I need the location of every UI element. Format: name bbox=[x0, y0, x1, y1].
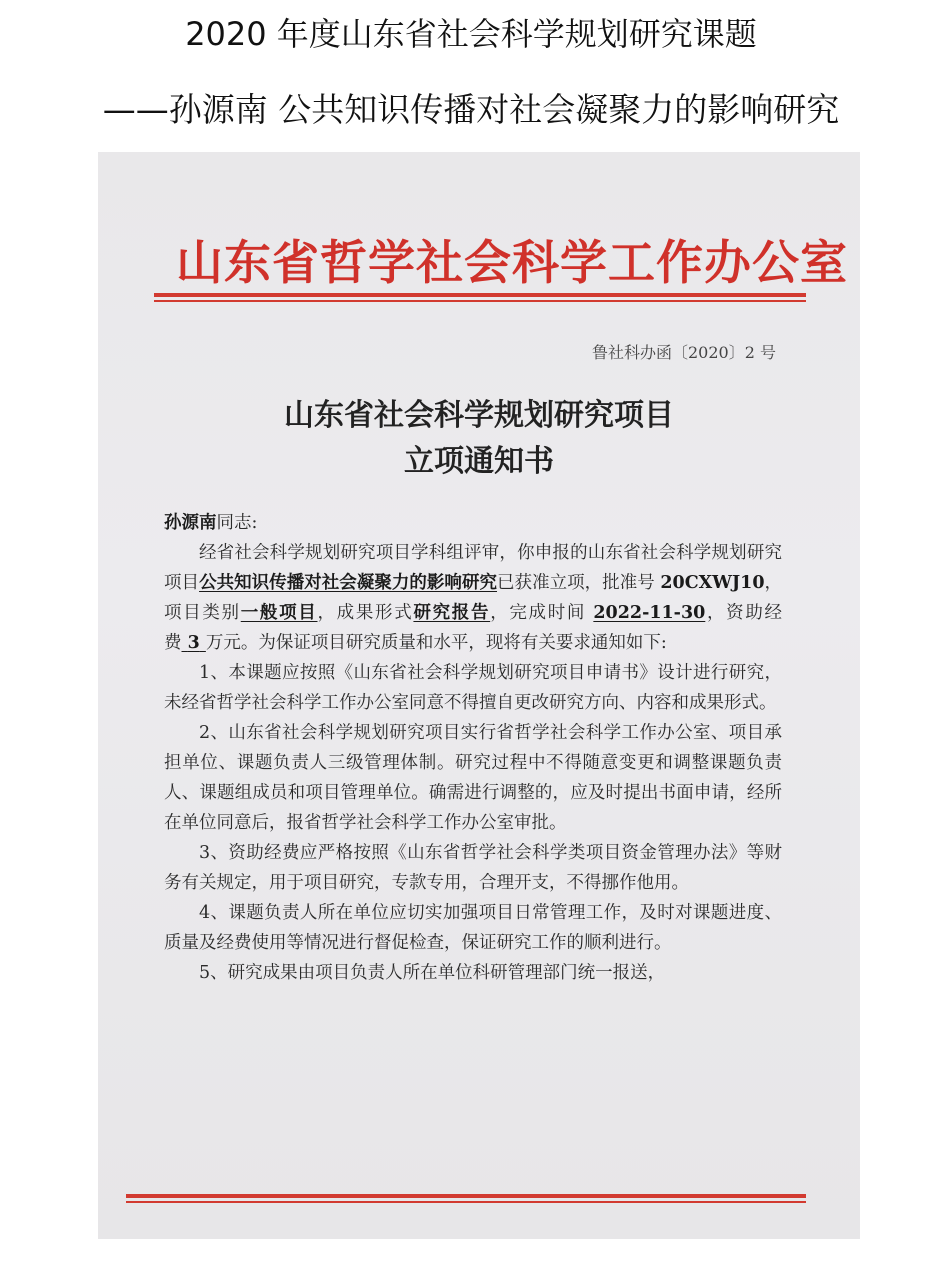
result-form: 研究报告 bbox=[413, 603, 491, 623]
document-title: 山东省社会科学规划研究项目 bbox=[284, 398, 674, 433]
requirement-item-2: 2、山东省社会科学规划研究项目实行省哲学社会科学工作办公室、项目承担单位、课题负责人三级管理体制。研究过程中不得随意变更和调整课题负责人、课题组成员和项目管理单位。确需进行调整的，应及时提出书面申请，经所在单位同意后，报省哲学社会科学工作办公室审批。 bbox=[164, 723, 782, 833]
requirement-item-4: 4、课题负责人所在单位应切实加强项目日常管理工作，及时对课题进度、质量及经费使用等情况进行督促检查，保证研究工作的顺利进行。 bbox=[164, 903, 782, 953]
requirement-item-1: 1、本课题应按照《山东省社会科学规划研究项目申请书》设计进行研究，未经省哲学社会科学工作办公室同意不得擅自更改研究方向、内容和成果形式。 bbox=[164, 663, 782, 713]
document-photo bbox=[98, 152, 860, 1239]
requirement-item-3: 3、资助经费应严格按照《山东省哲学社会科学类项目资金管理办法》等财务有关规定，用于项目研究，专款专用，合理开支，不得挪作他用。 bbox=[164, 843, 782, 893]
caption-title-line-2: ——孙源南 公共知识传播对社会凝聚力的影响研究 bbox=[102, 90, 840, 129]
text-segment: 已获准立项，批准号 bbox=[497, 573, 661, 593]
recipient-name: 孙源南 bbox=[164, 513, 217, 533]
text-segment: ，完成时间 bbox=[490, 603, 594, 623]
caption-title-line-1: 2020 年度山东省社会科学规划研究课题 bbox=[185, 15, 757, 53]
project-name: 公共知识传播对社会凝聚力的影响研究 bbox=[199, 573, 498, 593]
letterhead: 山东省哲学社会科学工作办公室 bbox=[176, 236, 848, 291]
text-segment: ，项目类别 bbox=[164, 573, 783, 623]
text-segment: 经省社会科学规划研究项目学科组评审，你申报的山东省社会科学规划研究项目 bbox=[164, 543, 782, 593]
greeting bbox=[164, 508, 782, 538]
completion-date: 2022-11-30 bbox=[593, 603, 706, 623]
text-segment: ，成果形式 bbox=[317, 603, 414, 623]
project-category: 一般项目 bbox=[240, 603, 318, 623]
document-subtitle: 立项通知书 bbox=[404, 444, 554, 479]
funding-amount bbox=[182, 633, 206, 653]
letterhead-rule-thin bbox=[154, 300, 806, 302]
requirement-item-5: 5、研究成果由项目负责人所在单位科研管理部门统一报送， bbox=[199, 963, 666, 983]
paragraph-approval bbox=[164, 538, 782, 658]
greeting-suffix: 同志: bbox=[216, 513, 258, 533]
text-segment: 万元。为保证项目研究质量和水平，现将有关要求通知如下: bbox=[205, 633, 667, 653]
text-segment: ，资助经费 bbox=[164, 603, 783, 653]
footer-rule-thick bbox=[126, 1194, 806, 1198]
document-body bbox=[164, 508, 782, 988]
document-number: 鲁社科办函〔2020〕2 号 bbox=[592, 343, 776, 362]
funding-value: 3 bbox=[187, 633, 200, 653]
footer-rule-thin bbox=[126, 1201, 806, 1203]
letterhead-rule-thick bbox=[154, 293, 806, 297]
approval-number: 20CXWJ10 bbox=[660, 573, 765, 593]
